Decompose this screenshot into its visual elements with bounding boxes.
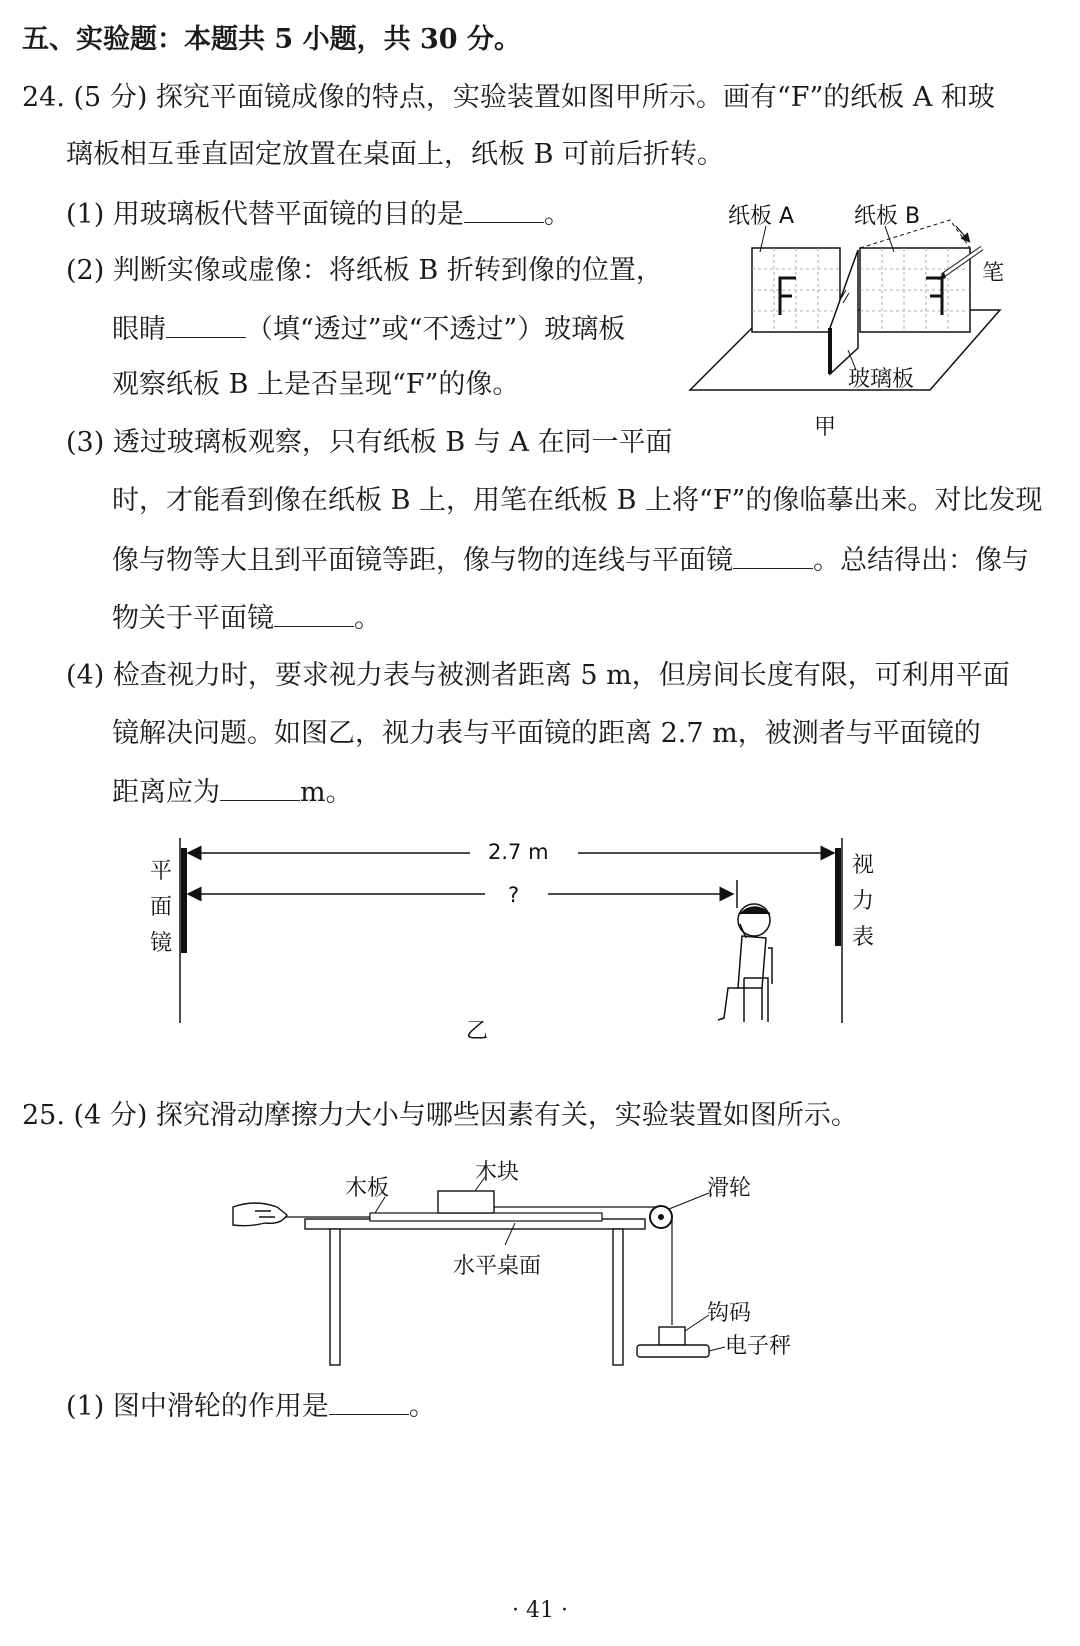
q24-intro-line2: 璃板相互垂直固定放置在桌面上，纸板 B 可前后折转。 xyxy=(66,139,725,170)
answer-blank[interactable] xyxy=(464,196,544,223)
q24-part2-pre: 眼睛 xyxy=(112,314,166,345)
label-block: 木块 xyxy=(475,1160,520,1185)
q24-part3-line4 xyxy=(112,600,381,637)
period: 。 xyxy=(543,199,571,230)
distance-label-top: 2.7 m xyxy=(488,840,549,864)
section-title: 五、实验题：本题共 5 小题，共 30 分。 xyxy=(22,24,521,55)
chart-label-2: 力 xyxy=(852,889,875,914)
q24-part1-text: (1) 用玻璃板代替平面镜的目的是 xyxy=(66,199,464,230)
electronic-scale xyxy=(637,1345,709,1357)
caption-jia: 甲 xyxy=(814,415,837,440)
figure-25 xyxy=(225,1155,815,1370)
q24-part3-line1: (3) 透过玻璃板观察，只有纸板 B 与 A 在同一平面 xyxy=(66,427,673,458)
q25-part1-text: (1) 图中滑轮的作用是 xyxy=(66,1391,329,1422)
distance-label-unknown: ? xyxy=(508,883,520,907)
label-table: 水平桌面 xyxy=(453,1254,542,1279)
q24-part2-line1: (2) 判断实像或虚像：将纸板 B 折转到像的位置， xyxy=(66,255,663,286)
wooden-board xyxy=(370,1213,602,1221)
q24-part3-line2: 时，才能看到像在纸板 B 上，用笔在纸板 B 上将“F”的像临摹出来。对比发现 xyxy=(112,485,1043,516)
page-number: · 41 · xyxy=(512,1598,568,1623)
hand-icon xyxy=(233,1203,287,1226)
table-leg-right xyxy=(613,1229,623,1365)
label-weight: 钩码 xyxy=(707,1301,752,1326)
q24-part4-line3 xyxy=(112,774,353,811)
q24-part4-line2: 镜解决问题。如图乙，视力表与平面镜的距离 2.7 m，被测者与平面镜的 xyxy=(112,718,981,749)
period: 。 xyxy=(354,603,381,634)
wooden-block xyxy=(438,1191,494,1213)
mirror-label-2: 面 xyxy=(150,895,173,920)
label-board-a: 纸板 A xyxy=(728,204,795,229)
caption-yi: 乙 xyxy=(466,1019,489,1044)
answer-blank[interactable] xyxy=(329,1388,409,1415)
label-board-b: 纸板 B xyxy=(854,204,921,229)
q24-part3-pre2: 物关于平面镜 xyxy=(112,603,274,634)
mirror-label-3: 镜 xyxy=(150,931,173,956)
q24-intro-line1: 24. (5 分) 探究平面镜成像的特点，实验装置如图甲所示。画有“F”的纸板 A 和玻 xyxy=(22,82,995,113)
label-scale: 电子秤 xyxy=(725,1334,792,1359)
answer-blank[interactable] xyxy=(733,542,813,569)
q24-part3-line3 xyxy=(112,542,1029,579)
q25-intro: 25. (4 分) 探究滑动摩擦力大小与哪些因素有关，实验装置如图所示。 xyxy=(22,1100,858,1131)
label-pulley: 滑轮 xyxy=(707,1176,752,1201)
person-icon xyxy=(718,904,772,1022)
mirror-label-1: 平 xyxy=(150,859,173,884)
figure-jia xyxy=(680,190,1020,450)
chart-label-3: 表 xyxy=(852,925,875,950)
q24-part2-line2 xyxy=(112,311,625,348)
q24-part1 xyxy=(66,196,571,233)
q24-part3-pre: 像与物等大且到平面镜等距，像与物的连线与平面镜 xyxy=(112,545,733,576)
answer-blank[interactable] xyxy=(220,774,300,801)
answer-blank[interactable] xyxy=(274,600,354,627)
q24-part4-post: m。 xyxy=(300,777,353,808)
q24-part4-line1: (4) 检查视力时，要求视力表与被测者距离 5 m，但房间长度有限，可利用平面 xyxy=(66,660,1010,691)
period: 。 xyxy=(408,1391,436,1422)
q24-part2-post: （填“透过”或“不透过”）玻璃板 xyxy=(246,314,626,345)
q24-part4-pre: 距离应为 xyxy=(112,777,220,808)
answer-blank[interactable] xyxy=(166,311,246,338)
figure-yi xyxy=(140,838,880,1048)
label-pen: 笔 xyxy=(982,261,1005,286)
label-glass: 玻璃板 xyxy=(848,367,915,392)
q25-part1 xyxy=(66,1388,436,1425)
chart-label-1: 视 xyxy=(852,853,875,878)
q24-part3-post: 。总结得出：像与 xyxy=(813,545,1029,576)
q24-part2-line3: 观察纸板 B 上是否呈现“F”的像。 xyxy=(112,369,520,400)
label-board: 木板 xyxy=(345,1176,390,1201)
table-leg-left xyxy=(330,1229,340,1365)
fold-arrow xyxy=(956,226,968,240)
hook-weight xyxy=(659,1327,685,1345)
